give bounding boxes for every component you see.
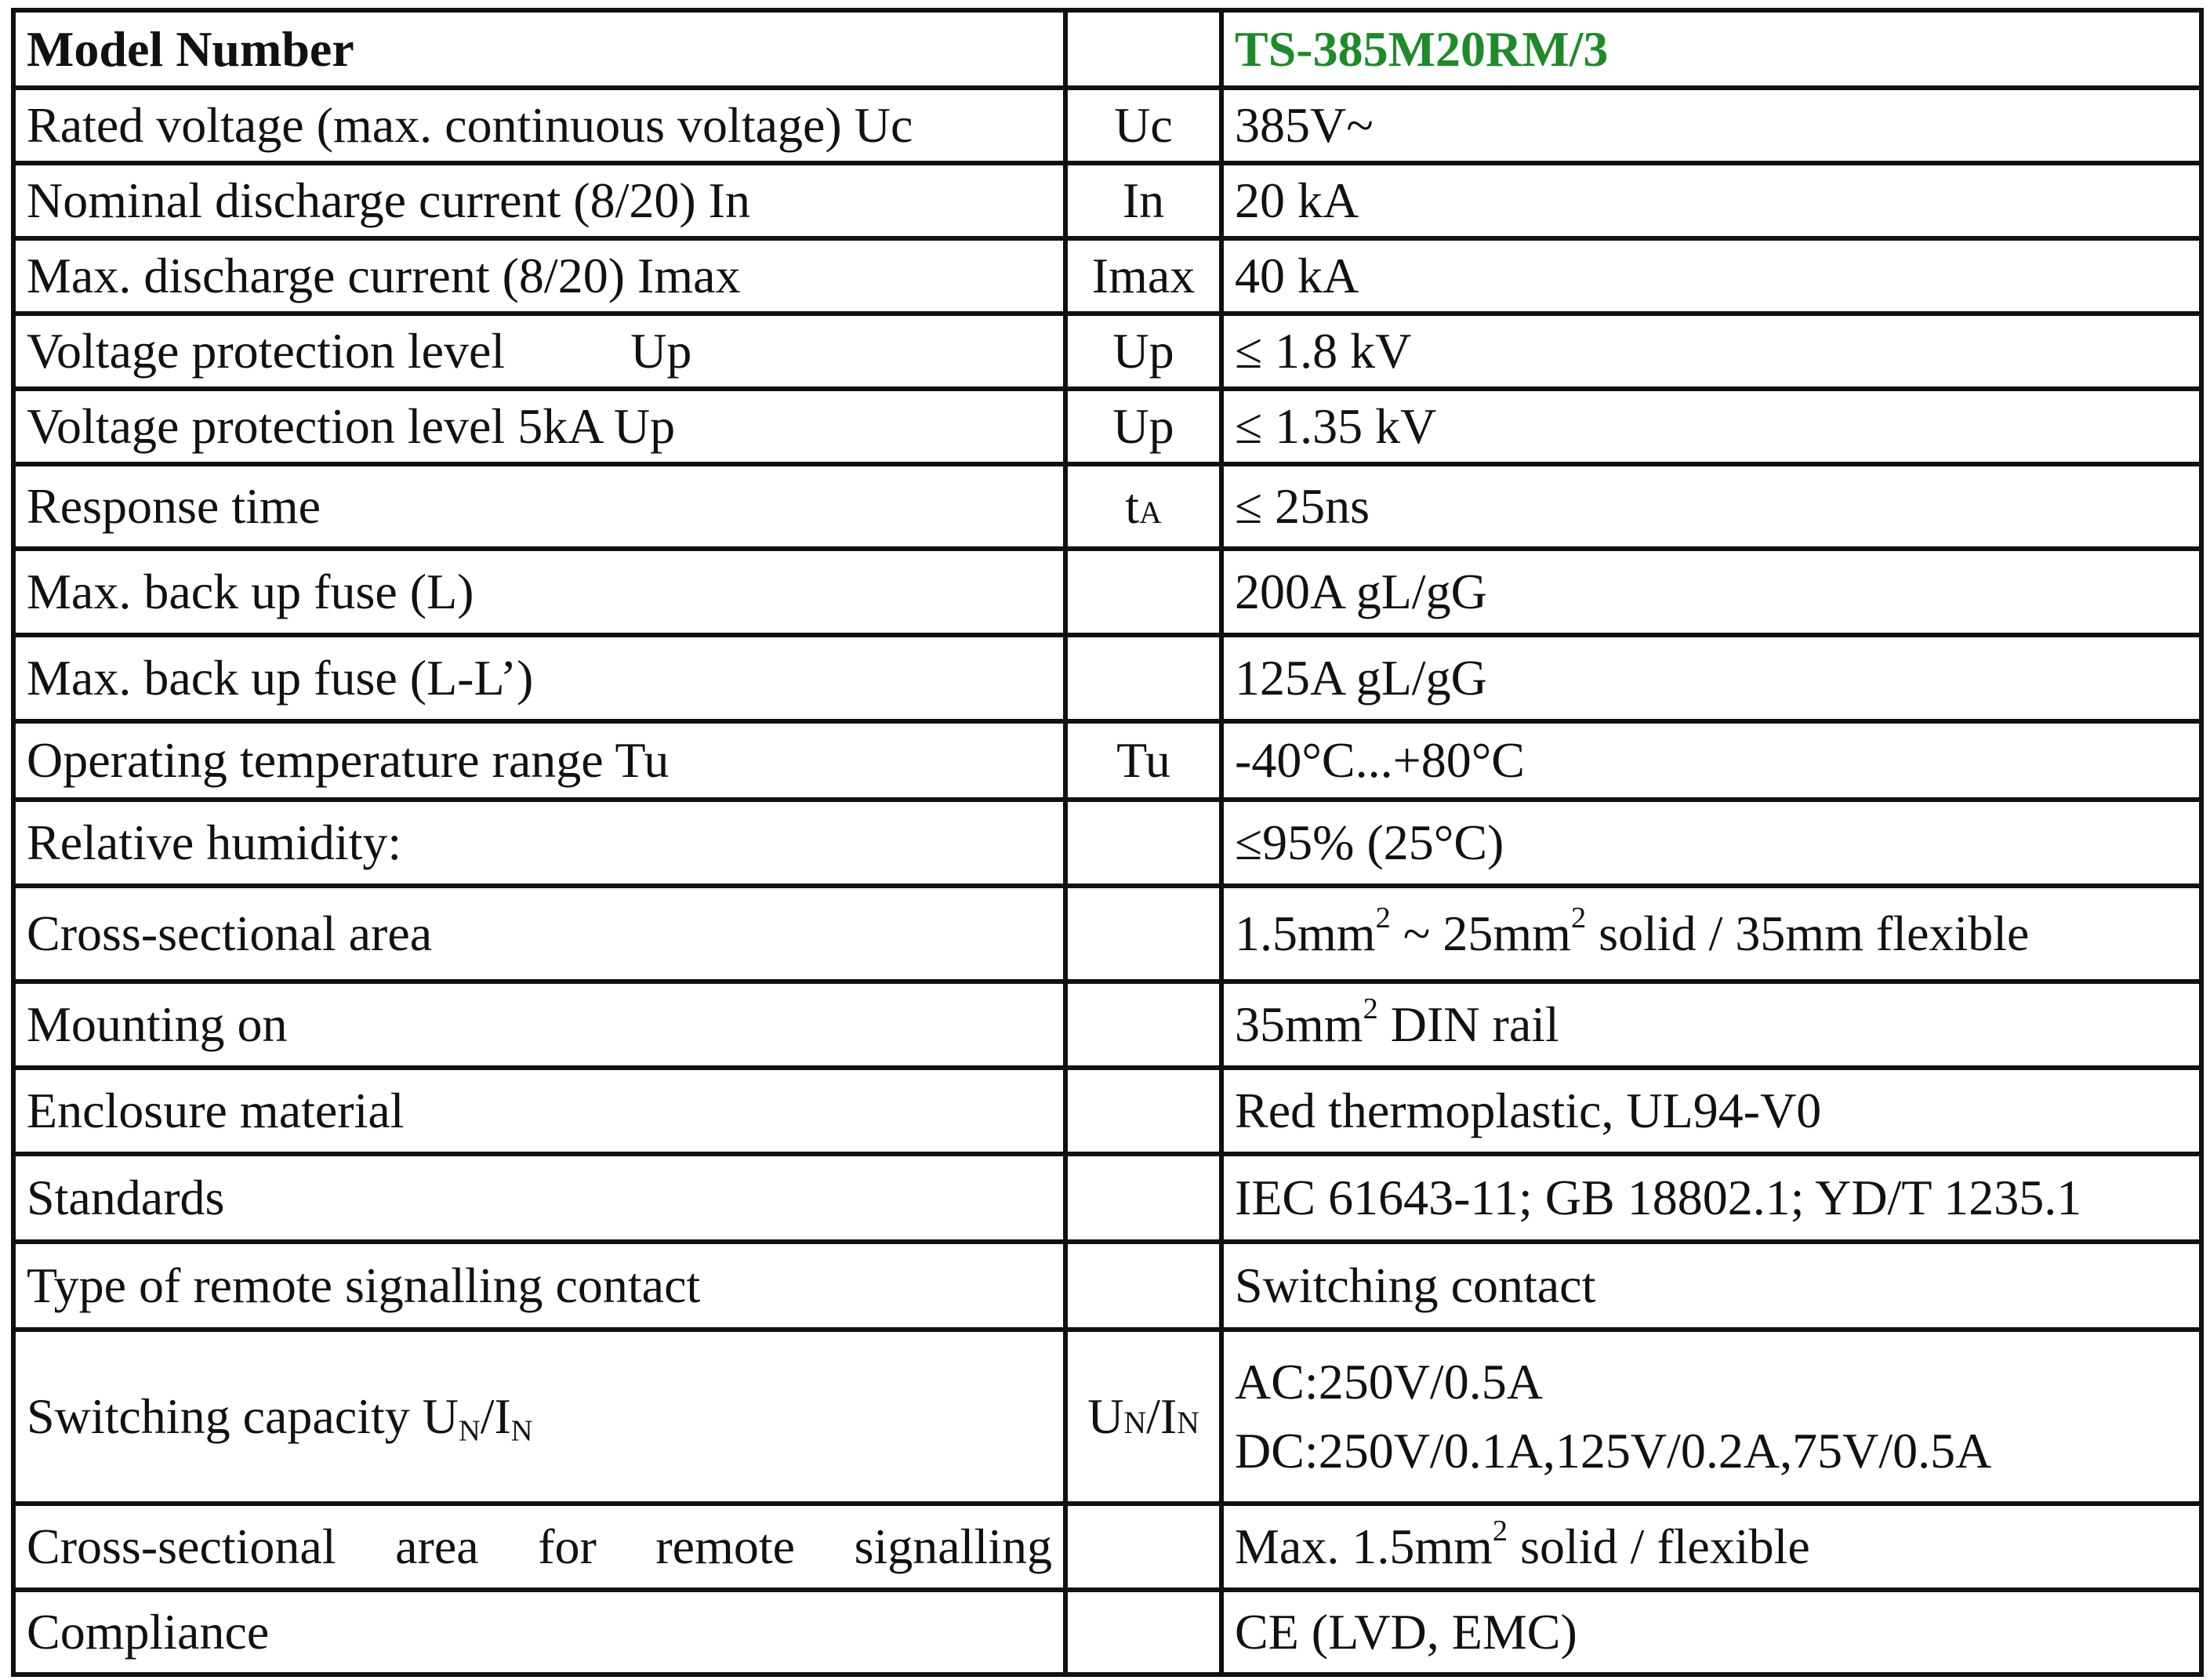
row-label <box>13 314 1065 389</box>
row-value: $1.5mm^2$ ~ $25mm^2$ solid / 35mm flexible <box>1221 886 2201 982</box>
row-symbol <box>1065 886 1221 982</box>
row-symbol: Up <box>1065 314 1221 389</box>
row-label: Response time <box>13 464 1065 549</box>
specification-table <box>11 8 2204 1677</box>
table-row-remote-contact-type <box>13 1242 2201 1330</box>
row-symbol <box>1065 1242 1221 1330</box>
row-label: Mounting on <box>13 982 1065 1068</box>
row-label: Enclosure material <box>13 1068 1065 1154</box>
row-value: -40°C...+80°C <box>1221 721 2201 800</box>
row-symbol: tA <box>1065 464 1221 549</box>
row-symbol <box>1065 1590 1221 1675</box>
row-value: ≤ 25ns <box>1221 464 2201 549</box>
header-row <box>13 10 2201 88</box>
table-row-compliance <box>13 1590 2201 1675</box>
row-value: IEC 61643-11; GB 18802.1; YD/T 1235.1 <box>1221 1154 2201 1242</box>
row-symbol <box>1065 982 1221 1068</box>
row-symbol: Uc <box>1065 88 1221 163</box>
row-value: ≤ 1.35 kV <box>1221 389 2201 464</box>
row-label: Switching capacity $U_N/I_N$ <box>13 1330 1065 1504</box>
row-value: 385V~ <box>1221 88 2201 163</box>
table-row-remote-cross-section <box>13 1504 2201 1590</box>
table-row-switching-capacity <box>13 1330 2201 1504</box>
row-value: 200A gL/gG <box>1221 549 2201 635</box>
row-symbol <box>1065 1068 1221 1154</box>
row-symbol: UN/IN <box>1065 1330 1221 1504</box>
row-label-suffix: Up <box>630 323 692 379</box>
row-value: $35mm^2$ DIN rail <box>1221 982 2201 1068</box>
row-symbol <box>1065 549 1221 635</box>
row-value: ≤95% (25°C) <box>1221 800 2201 886</box>
model-number-symbol <box>1065 10 1221 88</box>
row-value: AC:250V/0.5A DC:250V/0.1A,125V/0.2A,75V/0.5A <box>1221 1330 2201 1504</box>
row-symbol: Tu <box>1065 721 1221 800</box>
row-label: Type of remote signalling contact <box>13 1242 1065 1330</box>
row-symbol: Up <box>1065 389 1221 464</box>
row-label: Max. back up fuse (L) <box>13 549 1065 635</box>
table-row-operating-temperature <box>13 721 2201 800</box>
row-label: Cross-sectional area for remote signalling <box>13 1504 1065 1590</box>
table-row-backup-fuse-l <box>13 549 2201 635</box>
model-number-value: TS-385M20RM/3 <box>1221 10 2201 88</box>
row-value: Red thermoplastic, UL94-V0 <box>1221 1068 2201 1154</box>
table-row-enclosure-material <box>13 1068 2201 1154</box>
row-symbol <box>1065 800 1221 886</box>
table-row-response-time <box>13 464 2201 549</box>
row-symbol <box>1065 635 1221 721</box>
model-number-label: Model Number <box>13 10 1065 88</box>
table-row-nominal-discharge <box>13 163 2201 238</box>
table-row-relative-humidity <box>13 800 2201 886</box>
table-row-voltage-protection-5ka <box>13 389 2201 464</box>
row-label: Rated voltage (max. continuous voltage) Uc <box>13 88 1065 163</box>
row-value: 125A gL/gG <box>1221 635 2201 721</box>
table-row-standards <box>13 1154 2201 1242</box>
row-value: CE (LVD, EMC) <box>1221 1590 2201 1675</box>
table-row-rated-voltage <box>13 88 2201 163</box>
table-row-backup-fuse-ll <box>13 635 2201 721</box>
row-label: Standards <box>13 1154 1065 1242</box>
table-row-mounting-on <box>13 982 2201 1068</box>
row-label: Relative humidity: <box>13 800 1065 886</box>
table-row-max-discharge <box>13 238 2201 314</box>
row-value: 20 kA <box>1221 163 2201 238</box>
row-symbol <box>1065 1154 1221 1242</box>
table-row-voltage-protection <box>13 314 2201 389</box>
row-value: 40 kA <box>1221 238 2201 314</box>
row-symbol: In <box>1065 163 1221 238</box>
row-label: Max. back up fuse (L-L’) <box>13 635 1065 721</box>
table-row-cross-sectional-area <box>13 886 2201 982</box>
row-symbol: Imax <box>1065 238 1221 314</box>
row-label: Max. discharge current (8/20) Imax <box>13 238 1065 314</box>
row-symbol <box>1065 1504 1221 1590</box>
row-label: Operating temperature range Tu <box>13 721 1065 800</box>
row-value: ≤ 1.8 kV <box>1221 314 2201 389</box>
row-label-text: Voltage protection level <box>27 323 506 379</box>
row-label: Voltage protection level 5kA Up <box>13 389 1065 464</box>
row-label: Nominal discharge current (8/20) In <box>13 163 1065 238</box>
row-value: Switching contact <box>1221 1242 2201 1330</box>
row-value: Max. $1.5mm^2$ solid / flexible <box>1221 1504 2201 1590</box>
row-label: Compliance <box>13 1590 1065 1675</box>
row-label: Cross-sectional area <box>13 886 1065 982</box>
